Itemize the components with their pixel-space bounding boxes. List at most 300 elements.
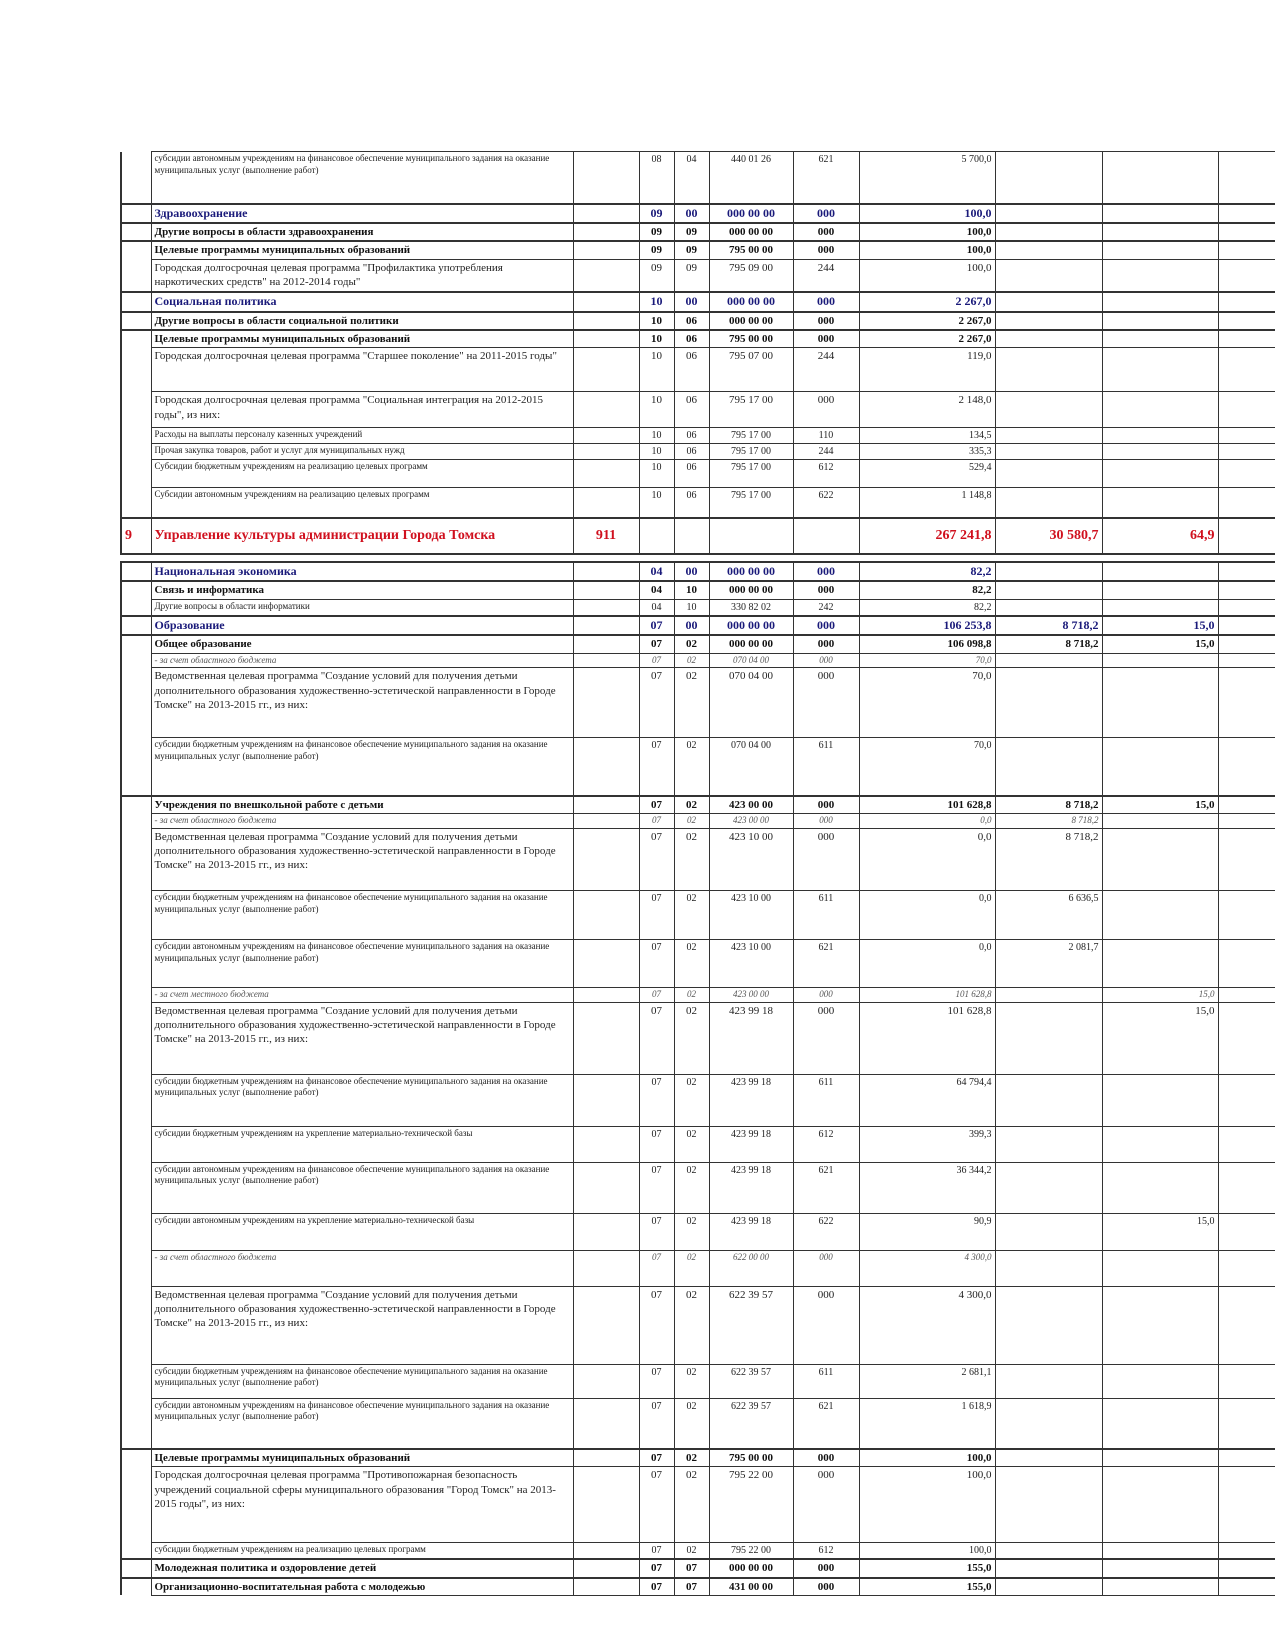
ved-code	[573, 939, 639, 987]
budget-table-body	[121, 152, 1275, 1596]
amount-local	[1102, 460, 1218, 488]
section-code: 08	[639, 152, 674, 204]
subsection-code: 06	[674, 330, 709, 348]
section-code: 09	[639, 259, 674, 292]
amount: 100,0	[859, 241, 995, 259]
amount: 101 628,8	[859, 1002, 995, 1074]
amount-local: 15,0	[1102, 616, 1218, 636]
expense-type-code: 000	[793, 562, 859, 582]
table-row	[121, 312, 1275, 330]
expense-type-code: 000	[793, 292, 859, 312]
amount-local	[1102, 828, 1218, 890]
section-code: 04	[639, 599, 674, 616]
subsection-code: 02	[674, 1074, 709, 1126]
row-name: субсидии автономным учреждениям на финансовое обеспечение муниципального задания на оказание муниципальных услуг (выполнение работ)	[151, 939, 573, 987]
amount-regional	[995, 1002, 1102, 1074]
target-article-code: 795 17 00	[709, 392, 793, 428]
ved-code	[573, 987, 639, 1002]
subsection-code: 06	[674, 488, 709, 518]
amount-extra	[1218, 312, 1275, 330]
table-row	[121, 1467, 1275, 1543]
table-row	[121, 1126, 1275, 1162]
expense-type-code: 000	[793, 635, 859, 653]
table-row	[121, 1002, 1275, 1074]
row-name: субсидии бюджетным учреждениям на финансовое обеспечение муниципального задания на оказание муниципальных услуг (выполнение работ)	[151, 738, 573, 796]
amount-local	[1102, 312, 1218, 330]
amount-regional	[995, 241, 1102, 259]
subsection-code: 09	[674, 259, 709, 292]
target-article-code: 423 00 00	[709, 796, 793, 814]
amount-local: 15,0	[1102, 987, 1218, 1002]
budget-table	[120, 151, 1275, 1596]
subsection-code: 02	[674, 828, 709, 890]
expense-type-code: 000	[793, 581, 859, 599]
ved-code	[573, 796, 639, 814]
row-name: - за счет местного бюджета	[151, 987, 573, 1002]
row-name: Другие вопросы в области здравоохранения	[151, 223, 573, 241]
row-name: субсидии автономным учреждениям на финансовое обеспечение муниципального задания на оказание муниципальных услуг (выполнение работ)	[151, 152, 573, 204]
amount-extra	[1218, 1213, 1275, 1250]
subsection-code: 02	[674, 796, 709, 814]
amount-regional: 8 718,2	[995, 796, 1102, 814]
ved-code	[573, 1398, 639, 1449]
row-name: Целевые программы муниципальных образований	[151, 241, 573, 259]
ved-code	[573, 330, 639, 348]
ved-code	[573, 599, 639, 616]
amount-local	[1102, 1559, 1218, 1577]
row-name: субсидии бюджетным учреждениям на финансовое обеспечение муниципального задания на оказание муниципальных услуг (выполнение работ)	[151, 890, 573, 939]
expense-type-code: 622	[793, 488, 859, 518]
amount: 100,0	[859, 1467, 995, 1543]
section-code: 07	[639, 814, 674, 829]
subsection-code: 06	[674, 348, 709, 392]
amount: 399,3	[859, 1126, 995, 1162]
table-row	[121, 1449, 1275, 1467]
row-index	[121, 599, 151, 616]
table-row	[121, 460, 1275, 488]
subsection-code: 02	[674, 814, 709, 829]
row-index	[121, 939, 151, 987]
amount-local	[1102, 599, 1218, 616]
amount-regional	[995, 554, 1102, 562]
amount-regional	[995, 1126, 1102, 1162]
ved-code	[573, 223, 639, 241]
section-code: 07	[639, 939, 674, 987]
row-index	[121, 392, 151, 428]
ved-code	[573, 1578, 639, 1596]
section-code: 07	[639, 1467, 674, 1543]
amount-regional	[995, 1213, 1102, 1250]
amount-regional: 2 081,7	[995, 939, 1102, 987]
amount-extra	[1218, 428, 1275, 444]
amount-regional: 8 718,2	[995, 635, 1102, 653]
amount: 119,0	[859, 348, 995, 392]
section-code: 07	[639, 1074, 674, 1126]
row-index	[121, 259, 151, 292]
target-article-code: 795 22 00	[709, 1543, 793, 1560]
subsection-code: 02	[674, 1002, 709, 1074]
ved-code	[573, 241, 639, 259]
expense-type-code: 244	[793, 259, 859, 292]
row-index	[121, 1449, 151, 1467]
expense-type-code: 611	[793, 1364, 859, 1398]
amount-regional	[995, 562, 1102, 582]
ved-code	[573, 428, 639, 444]
target-article-code: 423 10 00	[709, 939, 793, 987]
amount-extra	[1218, 204, 1275, 224]
expense-type-code: 000	[793, 668, 859, 738]
row-name: Городская долгосрочная целевая программа "Противопожарная безопасность учреждений социальной сферы муниципального образования "Город Томск" на 2013-2015 годы", из них:	[151, 1467, 573, 1543]
amount-extra	[1218, 1578, 1275, 1596]
row-name: Другие вопросы в области информатики	[151, 599, 573, 616]
row-name: - за счет областного бюджета	[151, 814, 573, 829]
row-name: Социальная политика	[151, 292, 573, 312]
subsection-code: 00	[674, 562, 709, 582]
subsection-code: 07	[674, 1559, 709, 1577]
subsection-code: 02	[674, 939, 709, 987]
ved-code	[573, 828, 639, 890]
amount: 5 700,0	[859, 152, 995, 204]
row-index	[121, 488, 151, 518]
subsection-code	[674, 518, 709, 554]
amount: 106 098,8	[859, 635, 995, 653]
section-code: 07	[639, 1250, 674, 1286]
table-row	[121, 259, 1275, 292]
row-index	[121, 292, 151, 312]
expense-type-code: 000	[793, 330, 859, 348]
amount-local	[1102, 581, 1218, 599]
budget-table-sheet	[120, 151, 1275, 1596]
row-index	[121, 581, 151, 599]
row-index	[121, 223, 151, 241]
subsection-code: 02	[674, 1250, 709, 1286]
table-row	[121, 348, 1275, 392]
section-code: 10	[639, 348, 674, 392]
table-row	[121, 292, 1275, 312]
ved-code	[573, 488, 639, 518]
ved-code	[573, 581, 639, 599]
row-index	[121, 616, 151, 636]
expense-type-code: 611	[793, 890, 859, 939]
table-row	[121, 1364, 1275, 1398]
amount-regional	[995, 348, 1102, 392]
department-row	[121, 518, 1275, 554]
amount: 101 628,8	[859, 796, 995, 814]
row-index	[121, 1213, 151, 1250]
row-name: Городская долгосрочная целевая программа "Старшее поколение" на 2011-2015 годы"	[151, 348, 573, 392]
amount: 2 267,0	[859, 292, 995, 312]
amount-regional: 30 580,7	[995, 518, 1102, 554]
section-code: 10	[639, 312, 674, 330]
table-row	[121, 987, 1275, 1002]
amount: 134,5	[859, 428, 995, 444]
expense-type-code: 000	[793, 796, 859, 814]
amount-regional	[995, 653, 1102, 668]
ved-code	[573, 814, 639, 829]
expense-type-code	[793, 554, 859, 562]
section-code: 07	[639, 890, 674, 939]
target-article-code: 622 00 00	[709, 1250, 793, 1286]
amount-regional	[995, 1286, 1102, 1364]
amount-regional: 8 718,2	[995, 616, 1102, 636]
target-article-code: 431 00 00	[709, 1578, 793, 1596]
row-name: Учреждения по внешкольной работе с детьми	[151, 796, 573, 814]
row-name: Городская долгосрочная целевая программа "Социальная интеграция на 2012-2015 годы", из них:	[151, 392, 573, 428]
amount-local	[1102, 939, 1218, 987]
amount-regional	[995, 460, 1102, 488]
section-code: 07	[639, 1364, 674, 1398]
amount-local	[1102, 1467, 1218, 1543]
row-index	[121, 348, 151, 392]
amount-extra	[1218, 241, 1275, 259]
section-code: 09	[639, 204, 674, 224]
amount-extra	[1218, 599, 1275, 616]
target-article-code: 622 39 57	[709, 1398, 793, 1449]
amount-extra	[1218, 348, 1275, 392]
section-code: 07	[639, 1002, 674, 1074]
amount: 2 148,0	[859, 392, 995, 428]
section-code: 04	[639, 581, 674, 599]
row-index	[121, 1578, 151, 1596]
subsection-code: 06	[674, 444, 709, 460]
amount: 100,0	[859, 223, 995, 241]
expense-type-code: 244	[793, 444, 859, 460]
row-name: Ведомственная целевая программа "Создание условий для получения детьми дополнительного образования художественно-эстетической направленности в Городе Томске" на 2013-2015 гг., из них:	[151, 668, 573, 738]
table-row	[121, 1543, 1275, 1560]
ved-code	[573, 1074, 639, 1126]
section-code: 10	[639, 330, 674, 348]
ved-code	[573, 1250, 639, 1286]
amount-regional	[995, 1074, 1102, 1126]
target-article-code: 622 39 57	[709, 1364, 793, 1398]
amount-regional	[995, 1543, 1102, 1560]
amount-extra	[1218, 1559, 1275, 1577]
row-index	[121, 738, 151, 796]
ved-code	[573, 668, 639, 738]
ved-code	[573, 1364, 639, 1398]
amount: 2 267,0	[859, 312, 995, 330]
amount: 4 300,0	[859, 1286, 995, 1364]
table-row	[121, 1578, 1275, 1596]
amount: 155,0	[859, 1559, 995, 1577]
amount: 100,0	[859, 259, 995, 292]
amount-regional	[995, 292, 1102, 312]
expense-type-code: 000	[793, 1467, 859, 1543]
subsection-code: 00	[674, 204, 709, 224]
row-name: Целевые программы муниципальных образований	[151, 330, 573, 348]
amount-regional	[995, 444, 1102, 460]
table-row	[121, 241, 1275, 259]
ved-code	[573, 1213, 639, 1250]
table-row	[121, 330, 1275, 348]
row-index	[121, 428, 151, 444]
amount-local	[1102, 653, 1218, 668]
expense-type-code: 622	[793, 1213, 859, 1250]
row-index	[121, 1074, 151, 1126]
expense-type-code: 000	[793, 814, 859, 829]
section-code: 07	[639, 1449, 674, 1467]
ved-code	[573, 1286, 639, 1364]
amount-extra	[1218, 1364, 1275, 1398]
target-article-code: 622 39 57	[709, 1286, 793, 1364]
amount-local	[1102, 330, 1218, 348]
expense-type-code: 000	[793, 987, 859, 1002]
subsection-code: 02	[674, 653, 709, 668]
section-code: 07	[639, 616, 674, 636]
amount-local	[1102, 223, 1218, 241]
subsection-code: 02	[674, 1162, 709, 1213]
amount-local	[1102, 738, 1218, 796]
amount-extra	[1218, 330, 1275, 348]
row-index	[121, 828, 151, 890]
table-row	[121, 814, 1275, 829]
row-name: Образование	[151, 616, 573, 636]
amount-extra	[1218, 1250, 1275, 1286]
amount-extra	[1218, 738, 1275, 796]
amount-extra	[1218, 518, 1275, 554]
amount-regional: 8 718,2	[995, 828, 1102, 890]
expense-type-code: 000	[793, 1250, 859, 1286]
row-name: Ведомственная целевая программа "Создание условий для получения детьми дополнительного образования художественно-эстетической направленности в Городе Томске" на 2013-2015 гг., из них:	[151, 1002, 573, 1074]
target-article-code: 000 00 00	[709, 312, 793, 330]
table-row	[121, 653, 1275, 668]
amount-local	[1102, 1126, 1218, 1162]
row-index	[121, 1002, 151, 1074]
amount: 0,0	[859, 939, 995, 987]
row-index	[121, 796, 151, 814]
row-name: Расходы на выплаты персоналу казенных учреждений	[151, 428, 573, 444]
ved-code	[573, 348, 639, 392]
row-index	[121, 1398, 151, 1449]
table-row	[121, 152, 1275, 204]
row-name: субсидии автономным учреждениям на финансовое обеспечение муниципального задания на оказание муниципальных услуг (выполнение работ)	[151, 1398, 573, 1449]
subsection-code: 09	[674, 241, 709, 259]
ved-code	[573, 635, 639, 653]
ved-code	[573, 1162, 639, 1213]
target-article-code: 423 99 18	[709, 1162, 793, 1213]
amount-extra	[1218, 1398, 1275, 1449]
subsection-code: 04	[674, 152, 709, 204]
ved-code	[573, 292, 639, 312]
subsection-code	[674, 554, 709, 562]
subsection-code: 02	[674, 1449, 709, 1467]
table-row	[121, 796, 1275, 814]
amount: 155,0	[859, 1578, 995, 1596]
amount-regional	[995, 312, 1102, 330]
section-code: 10	[639, 460, 674, 488]
amount-local	[1102, 1286, 1218, 1364]
expense-type-code: 000	[793, 312, 859, 330]
expense-type-code: 612	[793, 1126, 859, 1162]
target-article-code: 795 00 00	[709, 330, 793, 348]
subsection-code: 10	[674, 581, 709, 599]
row-name: Субсидии автономным учреждениям на реализацию целевых программ	[151, 488, 573, 518]
amount-extra	[1218, 1449, 1275, 1467]
ved-code: 911	[573, 518, 639, 554]
amount-extra	[1218, 1126, 1275, 1162]
amount-extra	[1218, 1543, 1275, 1560]
expense-type-code: 000	[793, 616, 859, 636]
row-index	[121, 1543, 151, 1560]
subsection-code: 02	[674, 1213, 709, 1250]
table-row	[121, 581, 1275, 599]
row-name: субсидии автономным учреждениям на укрепление материально-технической базы	[151, 1213, 573, 1250]
row-name: Национальная экономика	[151, 562, 573, 582]
subsection-code: 02	[674, 635, 709, 653]
target-article-code: 070 04 00	[709, 738, 793, 796]
subsection-code: 02	[674, 1398, 709, 1449]
section-code: 10	[639, 488, 674, 518]
expense-type-code: 621	[793, 939, 859, 987]
target-article-code: 000 00 00	[709, 292, 793, 312]
subsection-code: 02	[674, 738, 709, 796]
amount-extra	[1218, 223, 1275, 241]
ved-code	[573, 890, 639, 939]
row-name: субсидии бюджетным учреждениям на финансовое обеспечение муниципального задания на оказание муниципальных услуг (выполнение работ)	[151, 1074, 573, 1126]
table-row	[121, 204, 1275, 224]
table-row	[121, 1286, 1275, 1364]
amount-extra	[1218, 1467, 1275, 1543]
amount: 70,0	[859, 653, 995, 668]
row-name: Молодежная политика и оздоровление детей	[151, 1559, 573, 1577]
subsection-code: 02	[674, 1543, 709, 1560]
row-name: субсидии бюджетным учреждениям на укрепление материально-технической базы	[151, 1126, 573, 1162]
amount-local	[1102, 241, 1218, 259]
table-row	[121, 738, 1275, 796]
table-row	[121, 828, 1275, 890]
amount-extra	[1218, 259, 1275, 292]
amount-regional	[995, 581, 1102, 599]
section-code: 07	[639, 1543, 674, 1560]
section-code: 07	[639, 1213, 674, 1250]
subsection-code: 02	[674, 668, 709, 738]
row-index	[121, 987, 151, 1002]
target-article-code: 423 10 00	[709, 890, 793, 939]
ved-code	[573, 1467, 639, 1543]
amount-extra	[1218, 653, 1275, 668]
section-code: 07	[639, 987, 674, 1002]
table-row	[121, 562, 1275, 582]
table-row	[121, 599, 1275, 616]
expense-type-code: 612	[793, 1543, 859, 1560]
table-row	[121, 1074, 1275, 1126]
subsection-code: 02	[674, 1364, 709, 1398]
target-article-code: 330 82 02	[709, 599, 793, 616]
target-article-code: 070 04 00	[709, 653, 793, 668]
amount: 100,0	[859, 1543, 995, 1560]
amount-extra	[1218, 460, 1275, 488]
table-row	[121, 890, 1275, 939]
target-article-code: 423 99 18	[709, 1002, 793, 1074]
row-index	[121, 330, 151, 348]
target-article-code: 423 99 18	[709, 1213, 793, 1250]
row-index	[121, 1467, 151, 1543]
target-article-code: 000 00 00	[709, 616, 793, 636]
ved-code	[573, 444, 639, 460]
ved-code	[573, 1449, 639, 1467]
amount-extra	[1218, 987, 1275, 1002]
row-index	[121, 1126, 151, 1162]
row-index	[121, 444, 151, 460]
amount-regional	[995, 1578, 1102, 1596]
amount-local	[1102, 554, 1218, 562]
amount	[859, 554, 995, 562]
section-code: 09	[639, 241, 674, 259]
amount: 0,0	[859, 828, 995, 890]
amount-extra	[1218, 392, 1275, 428]
table-row	[121, 635, 1275, 653]
expense-type-code: 000	[793, 1559, 859, 1577]
